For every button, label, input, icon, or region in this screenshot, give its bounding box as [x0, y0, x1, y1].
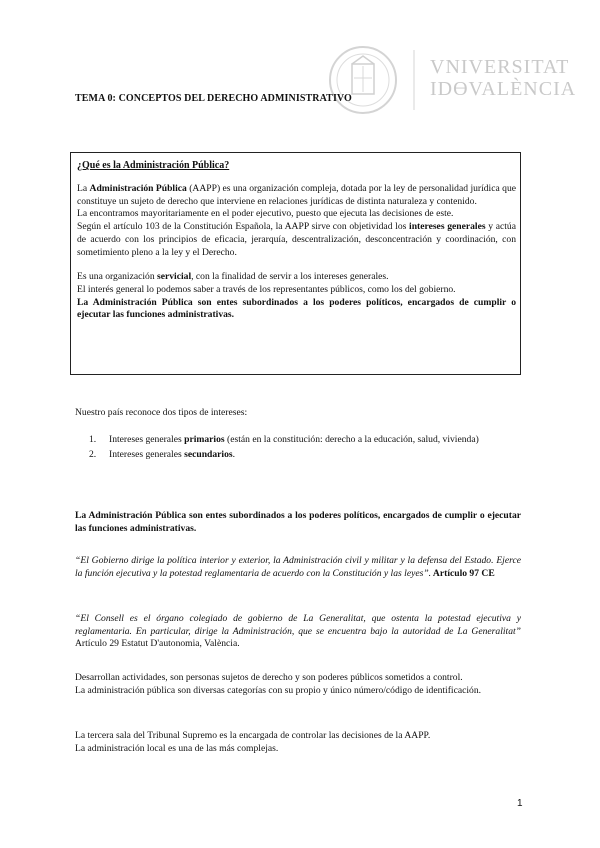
university-name-logo: VNIVERSITAT IDƟVALÈNCIA: [430, 56, 577, 100]
document-title: TEMA 0: CONCEPTOS DEL DERECHO ADMINISTRATIVO: [75, 93, 352, 104]
definition-box: [70, 152, 521, 375]
body-paragraph-2: La administración pública son diversas categorías con su propio y único número/código de identificación.: [75, 684, 482, 696]
list-item: 1. Intereses generales primarios (están en la constitución: derecho a la educación, salud, vivienda): [89, 434, 479, 445]
body-paragraph-1: Desarrollan actividades, son personas sujetos de derecho y son poderes públicos sometidos a control.: [75, 672, 463, 683]
box-paragraph-2: La encontramos mayoritariamente en el poder ejecutivo, puesto que ejecuta las decisiones de este.: [77, 208, 454, 220]
page-number: 1: [517, 798, 523, 809]
quote-article-29: “El Consell es el órgano colegiado de gobierno de La Generalitat, que ostenta la potestad ejecutiva y reglamentaria. En particular, dirige la Administración, que se encuentra bajo la autoridad de La Generalitat” Artículo 29 Estatut D'autonomia, València.: [75, 613, 521, 650]
body-paragraph-3: La tercera sala del Tribunal Supremo es la encargada de controlar las decisiones de la AAPP.: [75, 730, 431, 741]
subordination-statement: La Administración Pública son entes subordinados a los poderes políticos, encargados de cumplir o ejecutar las funciones administrativas.: [75, 510, 521, 534]
box-paragraph-6: La Administración Pública son entes subordinados a los poderes políticos, encargados de cumplir o ejecutar las funciones administrativas.: [77, 296, 516, 321]
box-paragraph-5: El interés general lo podemos saber a través de los representantes públicos, como los del gobierno.: [77, 283, 456, 295]
closing-paragraphs: [75, 672, 521, 697]
final-paragraphs: [75, 730, 521, 755]
box-paragraph-3: Según el artículo 103 de la Constitución Española, la AAPP sirve con objetividad los intereses generales y actúa de acuerdo con los principios de eficacia, jerarquía, descentralización, desconcentración y coordinación, con sometimiento pleno a la ley y el Derecho.: [77, 221, 516, 258]
interests-list: [89, 434, 521, 463]
list-item: 2. Intereses generales secundarios.: [89, 448, 236, 460]
interests-intro: Nuestro país reconoce dos tipos de intereses:: [75, 407, 248, 418]
body-paragraph-4: La administración local es una de las más complejas.: [75, 742, 279, 754]
box-paragraph-1: La Administración Pública (AAPP) es una organización compleja, dotada por la ley de personalidad jurídica que constituye un sujeto de derecho que interviene en relaciones jurídicas de distinta naturaleza y contenido.: [77, 183, 516, 207]
box-paragraph-4: Es una organización servicial, con la finalidad de servir a los intereses generales.: [77, 271, 389, 283]
box-heading: ¿Qué es la Administración Pública?: [77, 160, 230, 171]
quote-article-97: “El Gobierno dirige la política interior y exterior, la Administración civil y militar y la defensa del Estado. Ejerce la función ejecutiva y la potestad reglamentaria de acuerdo con la Constitución y las leyes”. Artículo 97 CE: [75, 555, 521, 579]
